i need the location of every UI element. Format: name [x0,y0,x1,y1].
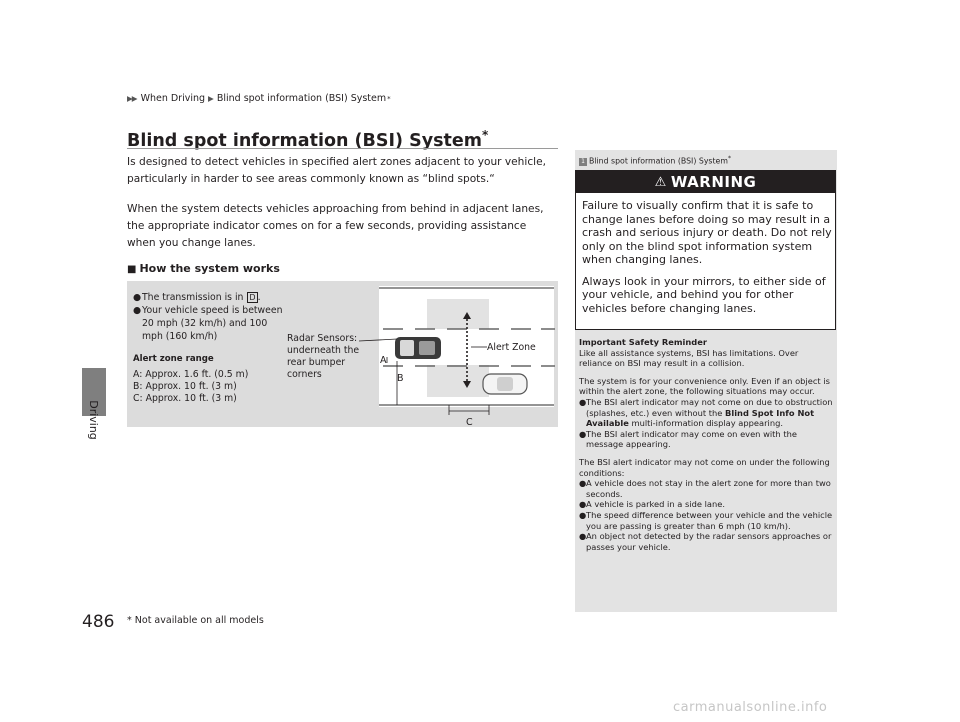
list-item [133,291,288,304]
list-item [579,478,833,499]
warning-paragraph-2: Always look in your mirrors, to either side of your vehicle, and behind you for other vehicles before changing lanes. [582,274,826,315]
section-heading [127,262,280,275]
side-notes-asterisk: * [727,155,731,162]
dimension-b-label: B [397,373,404,384]
note-text: multi-information display appearing. [628,418,783,429]
intro-paragraph-1: Is designed to detect vehicles in specified alert zones adjacent to your vehicle, particularly in harder to see areas commonly known as “blind spots.“ [127,156,546,185]
convenience-text: The system is for your convenience only. Even if an object is within the alert zone, the following situations may occur. [579,375,830,397]
list-item [579,397,833,429]
list-item [579,531,833,552]
approaching-car-icon [483,374,527,394]
note-text: A vehicle is parked in a side lane. [586,499,725,510]
list-item [579,429,833,450]
condition-text: The transmission is in [142,292,247,303]
system-diagram [127,281,558,427]
warning-header [576,171,835,193]
side-notes-panel [575,150,837,612]
note-text: An object not detected by the radar sensors approaches or passes your vehicle. [586,531,832,552]
page-number: 486 [82,612,115,632]
safety-reminder-text: Like all assistance systems, BSI has limitations. Over reliance on BSI may result in a collision. [579,347,799,369]
bullet-dot-icon: ● [579,396,587,407]
alert-zone-label: Alert Zone [487,342,536,353]
list-item [579,510,833,531]
zone-list [133,369,248,405]
breadcrumb [127,93,391,104]
bullet-dot-icon: ● [579,509,587,520]
bullet-dot-icon: ● [133,305,142,316]
bullet-dot-icon: ● [579,478,587,489]
warning-box [575,170,836,330]
note-text: The speed difference between your vehicle and the vehicle you are passing is greater than 6 mph (10 km/h). [586,509,833,531]
alert-zone-left [427,299,489,329]
warning-text [582,199,832,323]
condition-text: . [257,292,261,303]
gear-d-icon: D [249,293,256,302]
note-text: The BSI alert indicator may come on even with the message appearing. [586,428,797,450]
intro-paragraph-2: When the system detects vehicles approaching from behind in adjacent lanes, the appropriate indicator comes on for a few seconds, providing assistance when you change lanes. [127,203,544,249]
alert-zone-right [427,365,489,397]
warning-paragraph-1: Failure to visually confirm that it is safe to change lanes before doing so may result in a crash and serious injury or death. Do not rely only on the blind spot information system when changing lanes. [582,199,832,266]
dimension-a-label: A [380,355,387,366]
list-item [579,499,833,510]
section-square-icon: ■ [127,264,137,275]
warning-triangle-icon: ⚠ [654,174,667,190]
side-notes-heading [579,155,731,166]
zone-item-c: C: Approx. 10 ft. (3 m) [133,393,237,404]
side-notes-body [579,337,833,552]
bullet-dot-icon: ● [133,292,142,303]
dimension-c-label: C [466,417,473,427]
breadcrumb-asterisk: * [387,94,391,103]
condition-list [133,291,288,343]
note-text: The BSI alert indicator may not come on due to obstruction (splashes, etc.) even without the [586,396,833,418]
breadcrumb-arrow-icon: ▶ [131,94,138,103]
watermark: carmanualsonline.info [673,700,828,715]
safety-reminder [579,337,833,369]
display-message-name: Blind Spot Info Not Available [586,407,815,429]
side-notes-title: Blind spot information (BSI) System [589,156,728,166]
conditions-text: The BSI alert indicator may not come on under the following conditions: [579,456,830,478]
radar-sensor-label: Radar Sensors: underneath the rear bumper corners [287,333,360,380]
zone-heading: Alert zone range [133,354,214,364]
section-heading-text: How the system works [139,262,280,275]
safety-reminder-heading: Important Safety Reminder [579,337,707,347]
zone-item-a: A: Approx. 1.6 ft. (0.5 m) [133,369,249,380]
reference-number-icon: 1 [579,158,587,166]
page-title-asterisk: * [481,128,489,142]
bullet-dot-icon: ● [579,531,587,542]
breadcrumb-arrow-icon: ▶ [208,94,214,103]
condition-text: Your vehicle speed is between 20 mph (32 km/h) and 100 mph (160 km/h) [142,305,283,342]
own-car-icon [395,337,441,359]
title-divider [127,148,558,149]
footnote: * Not available on all models [127,615,264,626]
note-text: A vehicle does not stay in the alert zone for more than two seconds. [586,478,831,499]
bullet-dot-icon: ● [579,428,587,439]
list-item [133,304,288,343]
breadcrumb-item-bsi[interactable]: Blind spot information (BSI) System [216,93,387,104]
chapter-label: Driving [87,400,101,440]
zone-item-b: B: Approx. 10 ft. (3 m) [133,381,237,392]
page-title-text: Blind spot information (BSI) System [127,130,482,151]
warning-title: WARNING [670,173,757,191]
bullet-dot-icon: ● [579,499,587,510]
breadcrumb-item-when-driving[interactable]: When Driving [140,93,206,104]
breadcrumb-arrow-icon: ▶ [127,94,133,103]
